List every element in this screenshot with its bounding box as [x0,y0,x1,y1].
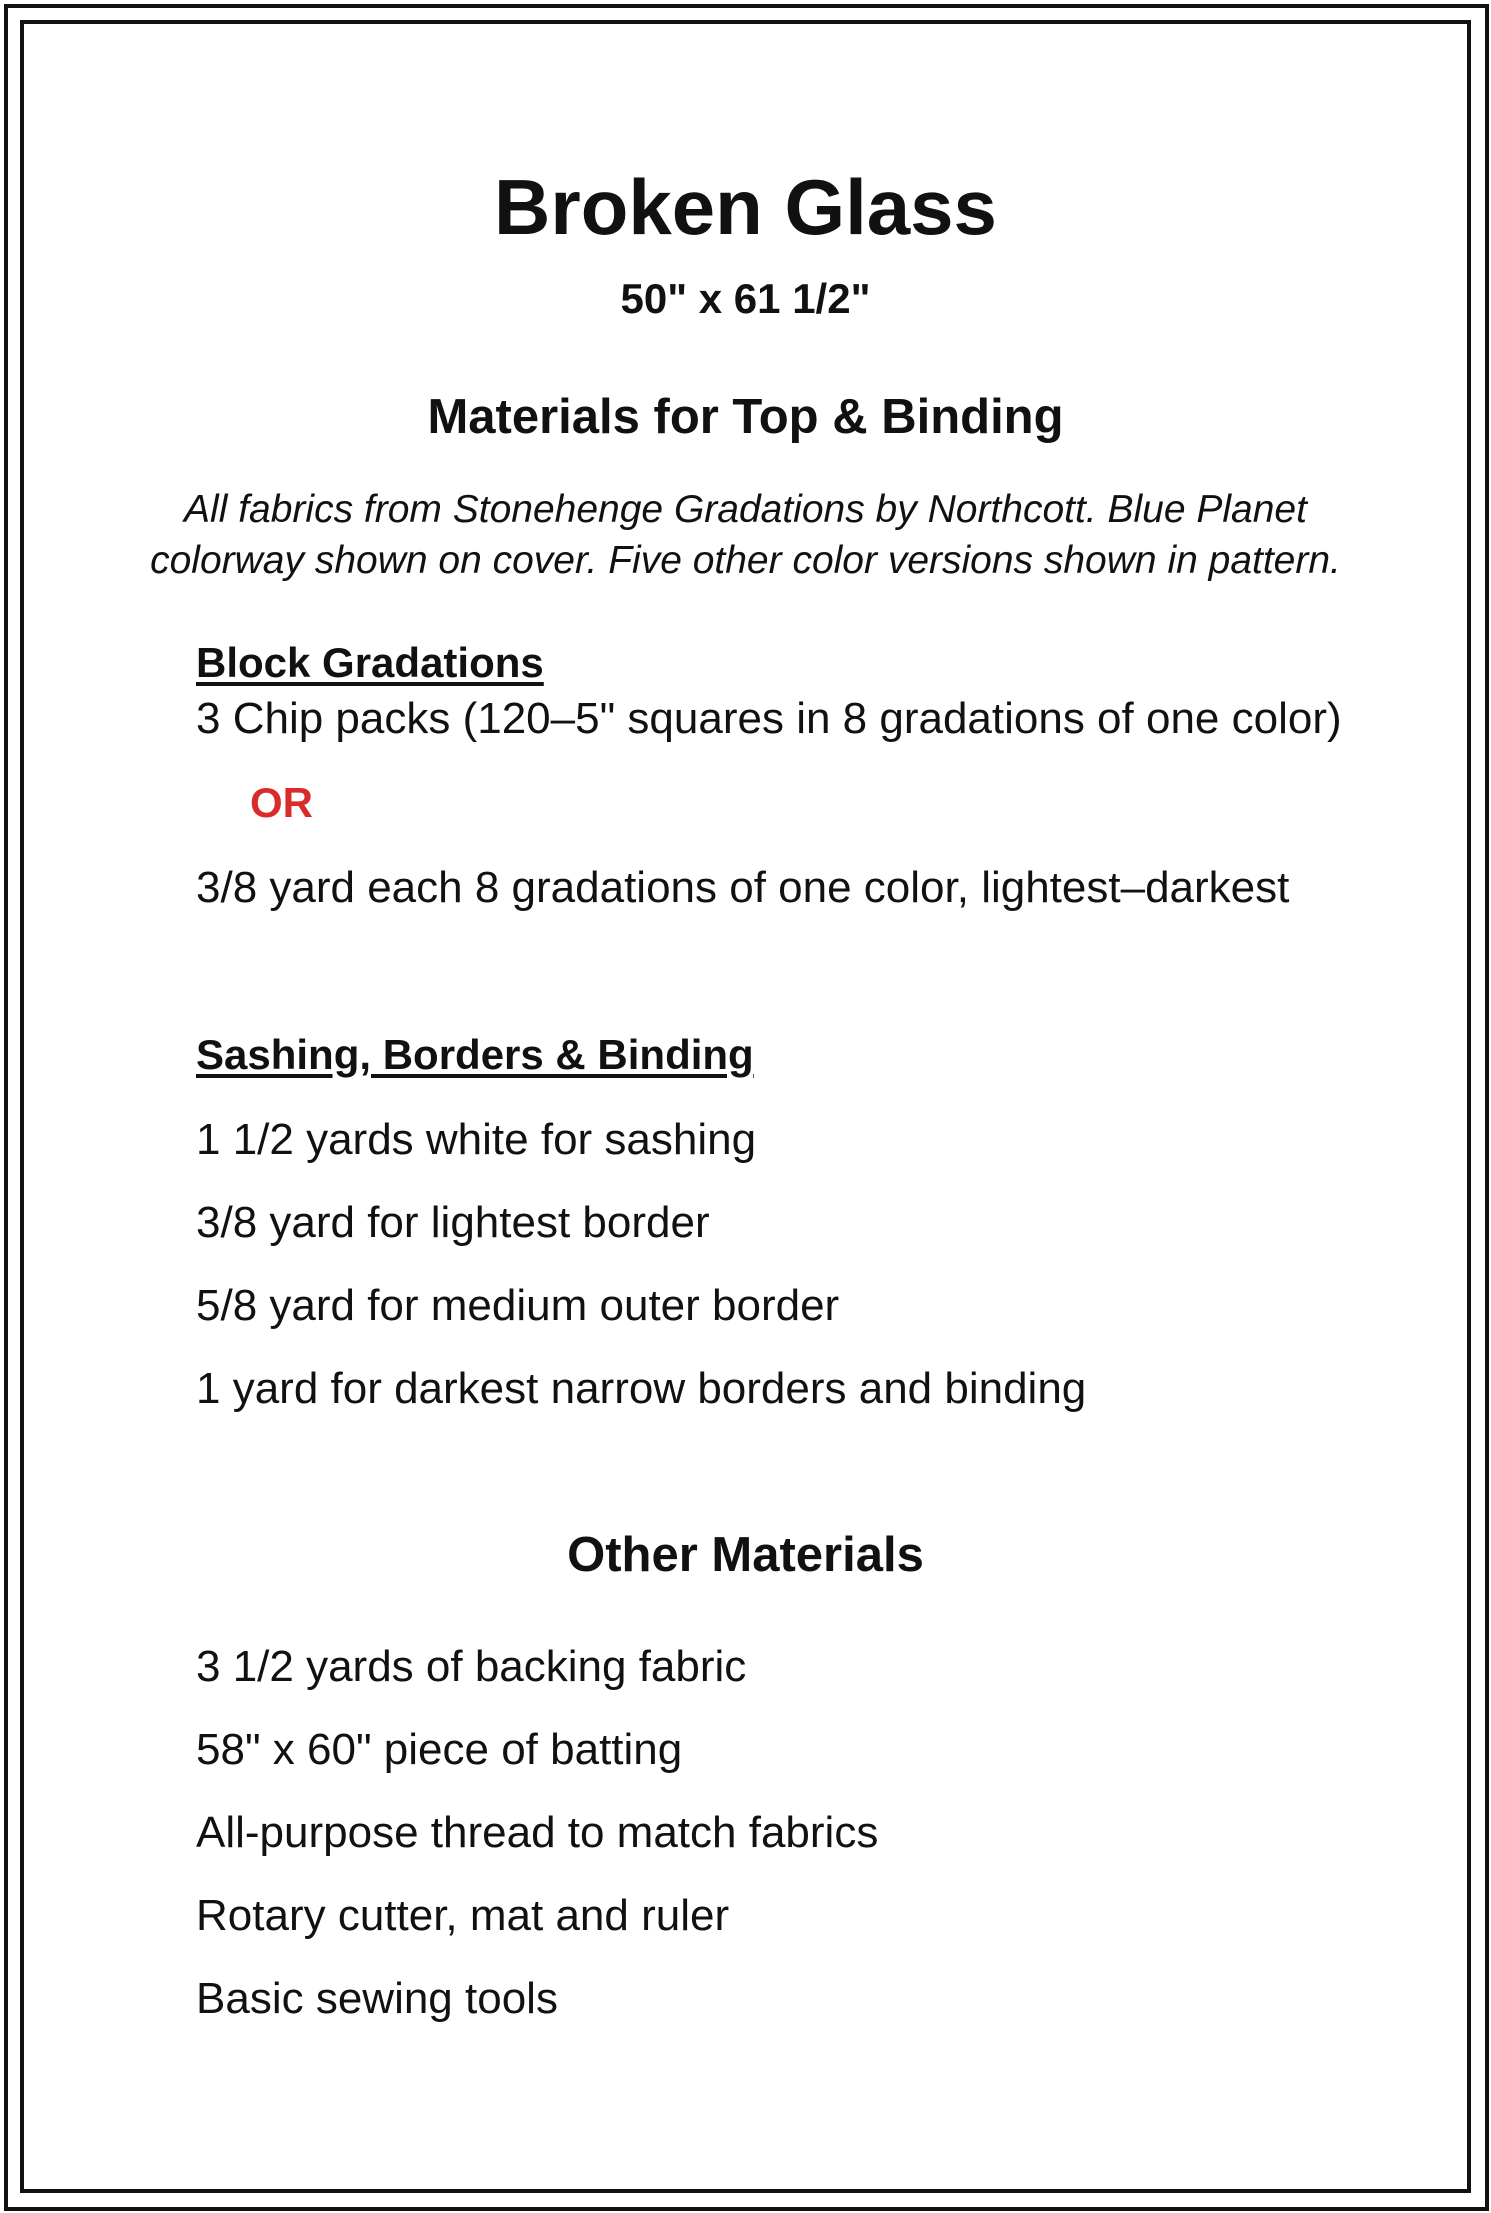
or-separator: OR [250,779,313,826]
list-item: All-purpose thread to match fabrics [196,1808,879,1857]
materials-intro-line-2: colorway shown on cover. Five other color versions shown in pattern. [150,539,1341,582]
block-gradations-heading: Block Gradations [196,639,544,686]
list-item: 1 1/2 yards white for sashing [196,1115,757,1164]
materials-intro [0,484,1491,586]
list-item: 5/8 yard for medium outer border [196,1281,840,1330]
materials-intro-line-1: All fabrics from Stonehenge Gradations by Northcott. Blue Planet [184,488,1307,531]
block-gradations-option-2: 3/8 yard each 8 gradations of one color, lightest–darkest [196,863,1290,912]
list-item: 3/8 yard for lightest border [196,1198,710,1247]
list-item: 58" x 60" piece of batting [196,1725,683,1774]
inner-border [20,20,1471,2193]
materials-top-binding-heading: Materials for Top & Binding [427,390,1064,444]
sashing-borders-binding-heading: Sashing, Borders & Binding [196,1031,754,1078]
list-item: 1 yard for darkest narrow borders and binding [196,1364,1087,1413]
list-item: Rotary cutter, mat and ruler [196,1891,730,1940]
other-materials-heading: Other Materials [567,1528,924,1582]
list-item: Basic sewing tools [196,1974,558,2023]
quilt-size: 50" x 61 1/2" [620,275,871,322]
list-item: 3 1/2 yards of backing fabric [196,1642,747,1691]
page-title: Broken Glass [494,163,997,251]
block-gradations-option-1: 3 Chip packs (120–5" squares in 8 gradations of one color) [196,694,1342,743]
